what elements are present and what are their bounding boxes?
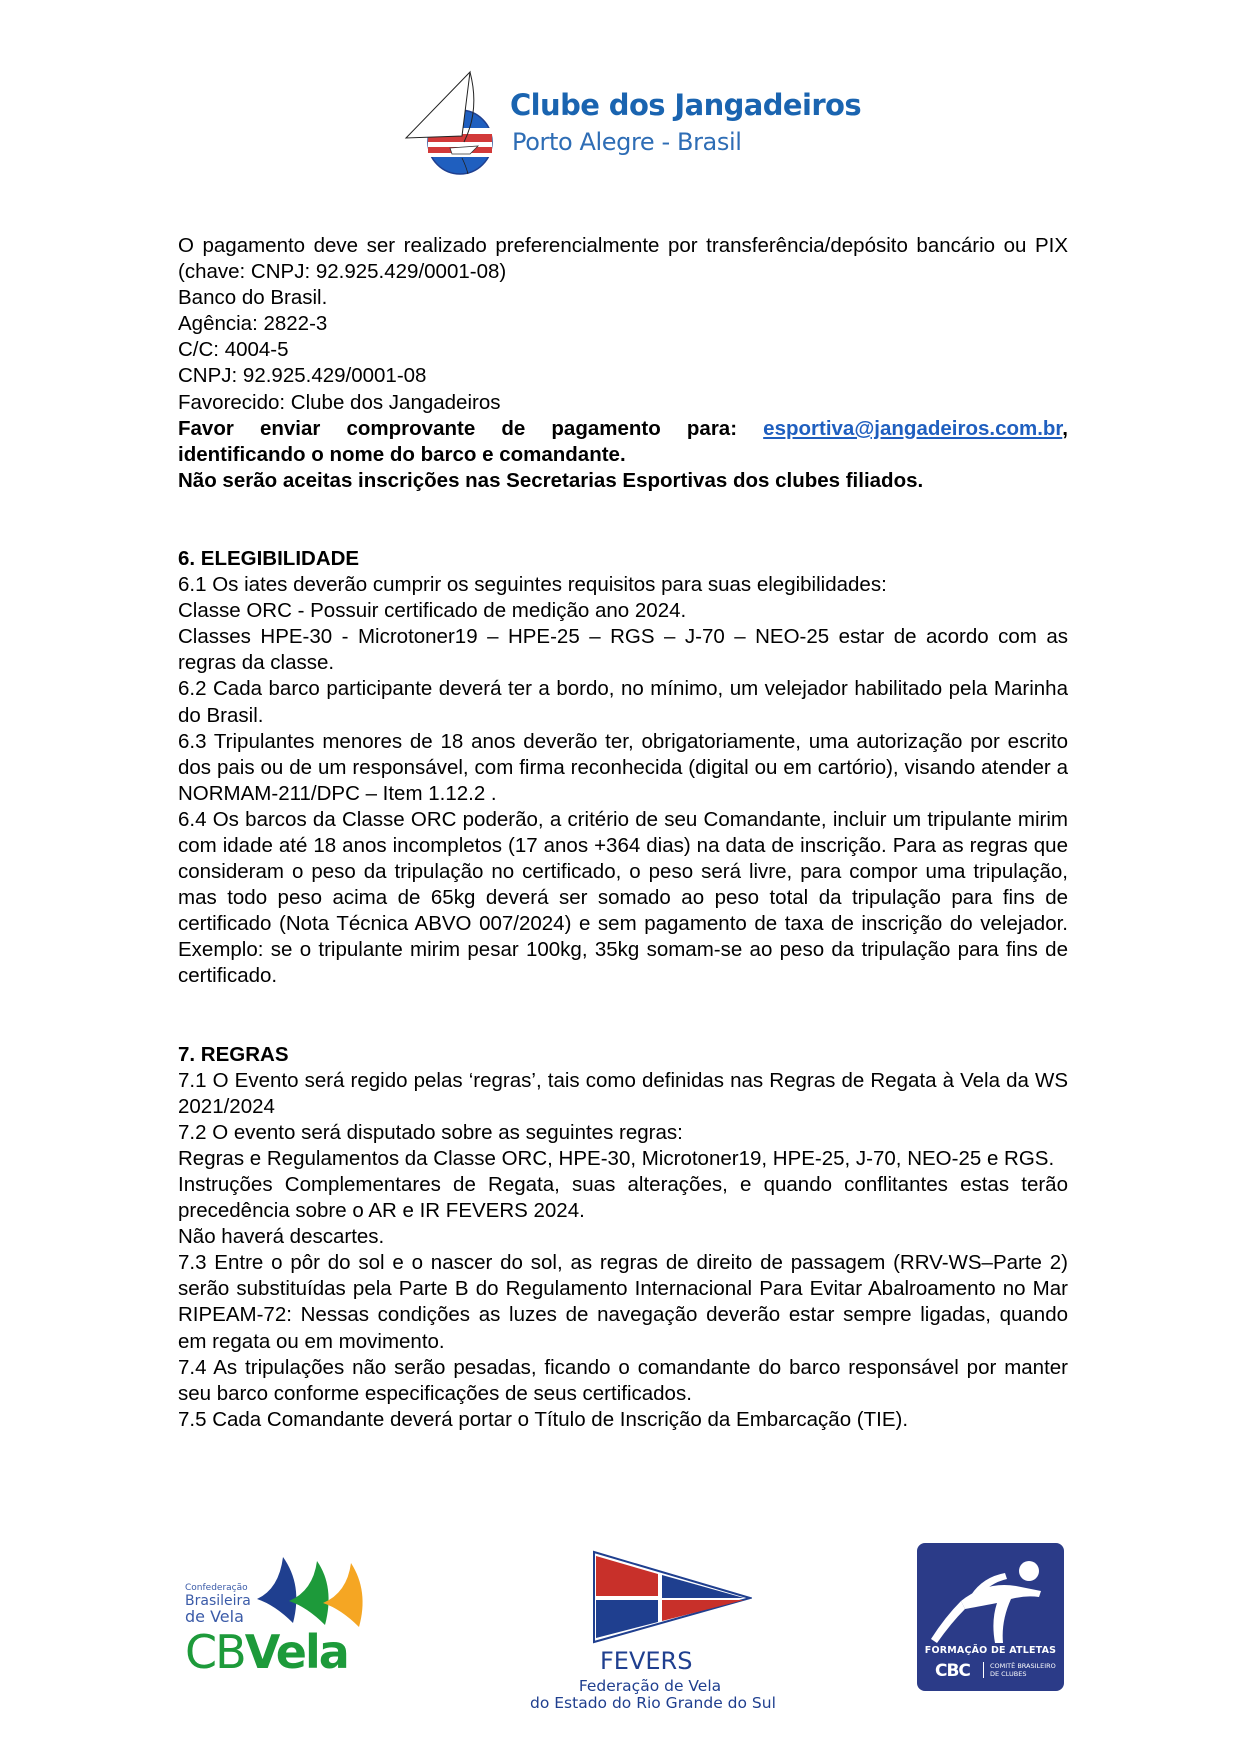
cbc-wordmark: CBC [935,1661,970,1681]
section-7-paragraph: Não haverá descartes. [178,1225,385,1249]
section-6-paragraph: Classes HPE-30 - Microtoner19 – HPE-25 – RGS – J-70 – NEO-25 estar de acordo com as regras da classe. [178,625,1068,675]
cbc-formacao-text: FORMAÇÃO DE ATLETAS [924,1645,1057,1656]
payment-beneficiary: Favorecido: Clube dos Jangadeiros [178,390,501,414]
payment-intro: O pagamento deve ser realizado preferencialmente por transferência/depósito bancário ou PIX (chave: CNPJ: 92.925.429/0001-08) [178,234,1068,284]
runner-icon [931,1551,1051,1646]
cbvela-brand-bold: Vela [244,1625,348,1679]
cbvela-line2: Brasileira [185,1593,251,1609]
section-6-paragraph: Classe ORC - Possuir certificado de medição ano 2024. [178,599,687,623]
cbvela-logo [185,1555,375,1680]
section-7-paragraph: 7.1 O Evento será regido pelas ‘regras’, tais como definidas nas Regras de Regata à Vela da WS 2021/2024 [178,1068,1068,1118]
cbvela-line1: Confederação [185,1583,248,1593]
send-proof-paragraph [178,416,1068,468]
section-7-paragraph: 7.3 Entre o pôr do sol e o nascer do sol, as regras de direito de passagem (RRV-WS–Parte 2) serão substituídas pela Parte B do Regulamento Internacional Para Evitar Abalroamento no Mar RIPEAM-72: Nessas condições as luzes de navegação deverão estar sempre ligadas, quando em regata ou em movimento. [178,1251,1068,1353]
fevers-subtitle-1: Federação de Vela [578,1677,722,1695]
cbc-comite-text [983,1662,1056,1678]
logo-title: Clube dos Jangadeiros [510,88,862,122]
cbvela-brand-light: CB [185,1625,245,1679]
fevers-logo [530,1550,790,1710]
section-7-title: 7. REGRAS [178,1042,289,1066]
cbvela-line3: de Vela [185,1607,244,1626]
cbvela-sails-icon [255,1555,375,1630]
cbc-comite-line1: COMITÊ BRASILEIRO [990,1662,1056,1670]
spacer [178,990,1068,1042]
no-secretaries-notice: Não serão aceitas inscrições nas Secretarias Esportivas dos clubes filiados. [178,468,924,492]
spacer [178,494,1068,546]
fevers-pennant-icon [592,1550,752,1645]
fevers-subtitle-2: do Estado do Rio Grande do Sul [530,1694,776,1712]
section-6-paragraph: 6.3 Tripulantes menores de 18 anos deverão ter, obrigatoriamente, uma autorização por escrito dos pais ou de um responsável, com firma reconhecida (digital ou em cartório), visando atender a NORMAM-211/DPC – Item 1.12.2 . [178,729,1068,805]
payment-account: C/C: 4004-5 [178,338,289,362]
cbc-comite-line2: DE CLUBES [990,1670,1027,1678]
section-7-paragraph: 7.5 Cada Comandante deverá portar o Título de Inscrição da Embarcação (TIE). [178,1407,909,1431]
logo-subtitle: Porto Alegre - Brasil [512,128,742,156]
payment-bank: Banco do Brasil. [178,286,328,310]
payment-agency: Agência: 2822-3 [178,312,328,336]
section-6-paragraph: 6.1 Os iates deverão cumprir os seguintes requisitos para suas elegibilidades: [178,573,887,597]
send-proof-suffix: , identificando o nome do barco e comandante. [178,416,1068,466]
cbvela-wordmark [185,1625,348,1679]
section-6-title: 6. ELEGIBILIDADE [178,546,360,570]
section-6-paragraph: 6.4 Os barcos da Classe ORC poderão, a critério de seu Comandante, incluir um tripulante mirim com idade até 18 anos incompletos (17 anos +364 dias) na data de inscrição. Para as regras que consideram o peso da tripulação no certificado, o peso será livre, para compor uma tripulação, mas todo peso acima de 65kg deverá ser somado ao peso total da tripulação para fins de certificado (Nota Técnica ABVO 007/2024) e sem pagamento de taxa de inscrição do velejador. Exemplo: se o tripulante mirim pesar 100kg, 35kg somam-se ao peso da tripulação para fins de certificado. [178,807,1068,988]
section-7-paragraph: 7.4 As tripulações não serão pesadas, ficando o comandante do barco responsável por manter seu barco conforme especificações de seus certificados. [178,1355,1068,1405]
send-proof-prefix: Favor enviar comprovante de pagamento para: [178,416,764,440]
section-7-paragraph: Regras e Regulamentos da Classe ORC, HPE-30, Microtoner19, HPE-25, J-70, NEO-25 e RGS. [178,1146,1055,1170]
payment-cnpj: CNPJ: 92.925.429/0001-08 [178,364,427,388]
section-7-paragraph: 7.2 O evento será disputado sobre as seguintes regras: [178,1120,683,1144]
section-7-paragraph: Instruções Complementares de Regata, suas alterações, e quando conflitantes estas terão precedência sobre o AR e IR FEVERS 2024. [178,1173,1068,1223]
cbc-formacao-logo [917,1543,1064,1691]
document-body [178,233,1068,1433]
jangada-sail-icon [390,70,510,180]
email-link[interactable]: esportiva@jangadeiros.com.br [763,416,1063,440]
section-6-paragraph: 6.2 Cada barco participante deverá ter a bordo, no mínimo, um velejador habilitado pela Marinha do Brasil. [178,677,1068,727]
fevers-name: FEVERS [600,1647,693,1675]
clube-jangadeiros-logo [390,70,860,180]
